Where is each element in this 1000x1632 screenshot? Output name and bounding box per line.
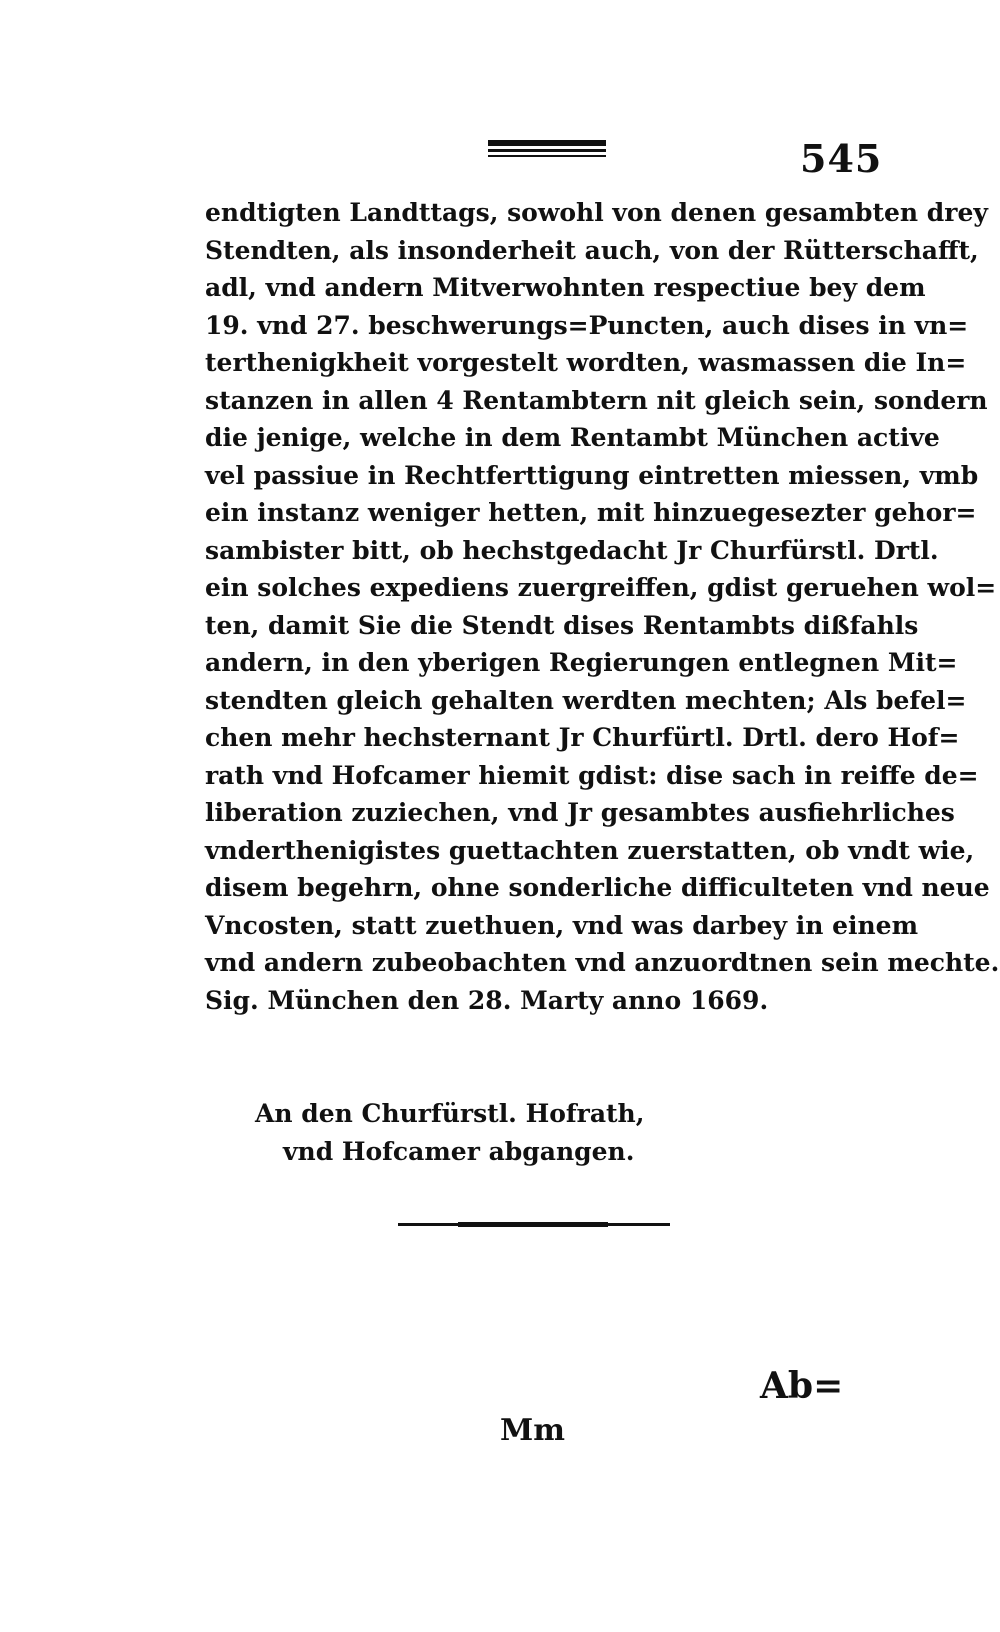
text-line: terthenigkheit vorgestelt wordten, wasmassen die In= bbox=[205, 348, 967, 377]
address-block bbox=[255, 1095, 655, 1171]
text-line: sambister bitt, ob hechstgedacht Jr Churfürstl. Drtl. bbox=[205, 535, 939, 565]
signature-mark: Mm bbox=[500, 1413, 565, 1448]
text-line: andern, in den yberigen Regierungen entlegnen Mit= bbox=[205, 648, 958, 677]
text-line: Vncosten, statt zuethuen, vnd was darbey in einem bbox=[205, 910, 919, 940]
header-rule bbox=[488, 140, 606, 160]
text-line: Sig. München den 28. Marty anno 1669. bbox=[205, 985, 769, 1015]
text-line: adl, vnd andern Mitverwohnten respectiue bey dem bbox=[205, 273, 926, 302]
text-line: ein solches expediens zuergreiffen, gdist geruehen wol= bbox=[205, 573, 997, 602]
text-line: ten, damit Sie die Stendt dises Rentambts dißfahls bbox=[205, 610, 919, 640]
text-line: liberation zuziechen, vnd Jr gesambtes ausfiehrliches bbox=[205, 798, 955, 827]
text-line: chen mehr hechsternant Jr Churfürtl. Drtl. dero Hof= bbox=[205, 723, 960, 752]
text-line: disem begehrn, ohne sonderliche difficulteten vnd neue bbox=[205, 873, 990, 902]
body-text bbox=[205, 194, 1000, 1019]
text-line: vnd andern zubeobachten vnd anzuordtnen sein mechte. bbox=[205, 948, 1000, 977]
header-rule-thin-bar bbox=[488, 155, 606, 157]
text-line: stendten gleich gehalten werdten mechten; Als befel= bbox=[205, 685, 967, 715]
address-line: vnd Hofcamer abgangen. bbox=[283, 1137, 635, 1166]
end-rule-swell bbox=[458, 1222, 608, 1227]
text-line: 19. vnd 27. beschwerungs=Puncten, auch dises in vn= bbox=[205, 310, 969, 340]
text-line: stanzen in allen 4 Rentambtern nit gleich sein, sondern bbox=[205, 385, 988, 415]
catchword: Ab= bbox=[760, 1365, 844, 1407]
text-line: Stendten, als insonderheit auch, von der Rütterschafft, bbox=[205, 235, 979, 265]
address-line: An den Churfürstl. Hofrath, bbox=[255, 1099, 645, 1128]
header-rule-medium-bar bbox=[488, 149, 606, 152]
text-line: vel passiue in Rechtferttigung eintretten miessen, vmb bbox=[205, 460, 979, 490]
text-line: endtigten Landttags, sowohl von denen gesambten drey bbox=[205, 198, 988, 227]
text-line: ein instanz weniger hetten, mit hinzuegesezter gehor= bbox=[205, 498, 977, 527]
page-number: 545 bbox=[800, 136, 883, 181]
text-line: die jenige, welche in dem Rentambt München active bbox=[205, 423, 940, 452]
text-line: rath vnd Hofcamer hiemit gdist: dise sach in reiffe de= bbox=[205, 760, 979, 790]
header-rule-thick-bar bbox=[488, 140, 606, 146]
end-rule bbox=[398, 1222, 670, 1228]
text-line: vnderthenigistes guettachten zuerstatten, ob vndt wie, bbox=[205, 835, 975, 865]
